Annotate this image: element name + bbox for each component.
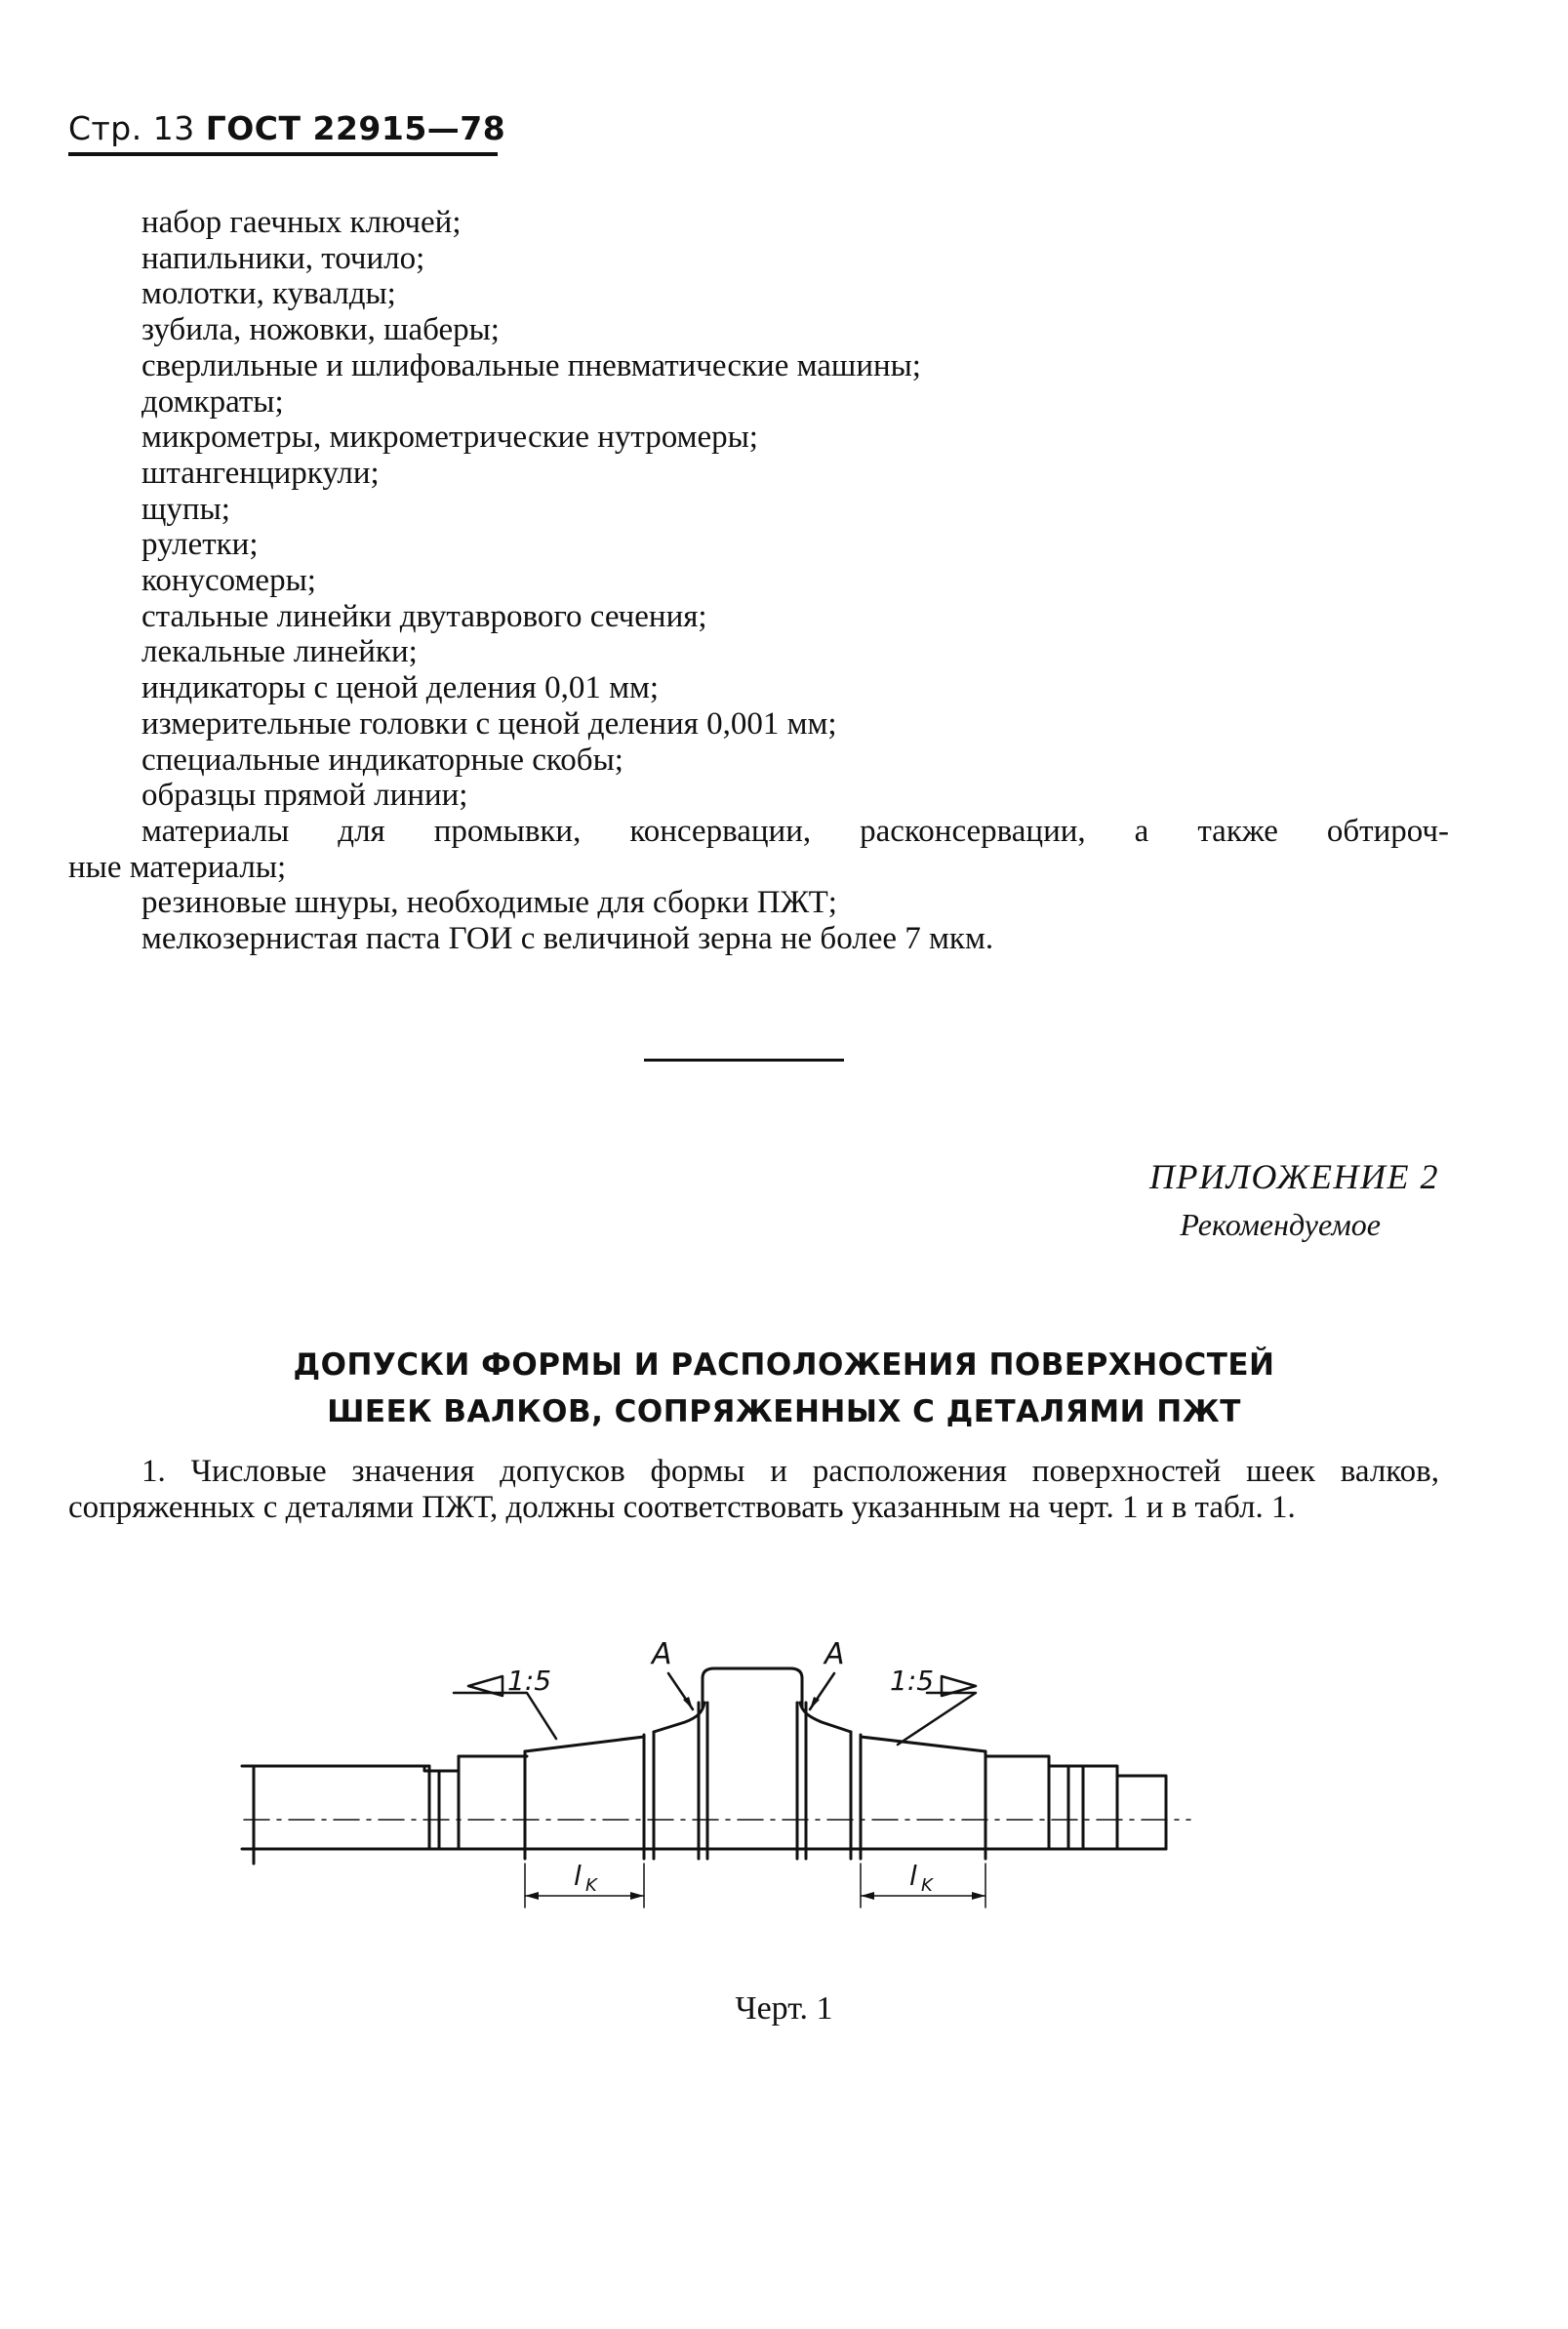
shaft-step bbox=[1049, 1766, 1068, 1849]
list-item-materials-continuation: ные материалы; bbox=[68, 849, 287, 885]
page-header bbox=[68, 109, 505, 147]
dim-label-left-sub: K bbox=[585, 1875, 597, 1896]
shaft-outline bbox=[439, 1756, 527, 1771]
list-item: образцы прямой линии; bbox=[141, 778, 468, 814]
appendix-title: ПРИЛОЖЕНИЕ 2 bbox=[1149, 1157, 1439, 1196]
taper-left bbox=[525, 1737, 644, 1751]
dim-label-right: l bbox=[909, 1860, 917, 1892]
dim-arrow bbox=[861, 1892, 874, 1900]
figure-caption: Черт. 1 bbox=[735, 1990, 833, 2027]
list-item: зубила, ножовки, шаберы; bbox=[141, 312, 500, 348]
body-paragraph: 1. Числовые значения допусков формы и расположения поверхностей шеек валков, сопряженных с деталями ПЖТ, должны соответствовать указанным на черт. 1 и в табл. 1. bbox=[68, 1454, 1439, 1525]
list-item: напильники, точило; bbox=[141, 240, 425, 276]
fillet-left bbox=[654, 1703, 704, 1732]
taper-ratio-right: 1:5 bbox=[890, 1665, 935, 1697]
shaft-step bbox=[1083, 1766, 1117, 1849]
list-item: сверлильные и шлифовальные пневматические машины; bbox=[141, 347, 921, 383]
taper-right bbox=[861, 1737, 985, 1751]
leader-taper-right bbox=[898, 1693, 976, 1745]
taper-ratio-left: 1:5 bbox=[507, 1665, 552, 1697]
fillet-right bbox=[800, 1703, 851, 1732]
dim-label-left: l bbox=[574, 1860, 582, 1892]
list-item: микрометры, микрометрические нутромеры; bbox=[141, 420, 758, 456]
dim-arrow bbox=[972, 1892, 985, 1900]
header-rule bbox=[68, 152, 498, 156]
list-item: измерительные головки с ценой деления 0,001 мм; bbox=[141, 705, 837, 742]
section-title-line: ДОПУСКИ ФОРМЫ И РАСПОЛОЖЕНИЯ ПОВЕРХНОСТЕЙ bbox=[293, 1347, 1275, 1383]
label-a-right: A bbox=[824, 1637, 845, 1671]
list-item: домкраты; bbox=[141, 383, 284, 420]
dim-label-right-sub: K bbox=[921, 1875, 933, 1896]
leader-taper-left bbox=[454, 1693, 556, 1739]
label-a-left: A bbox=[652, 1637, 672, 1671]
shaft-drawing bbox=[234, 1620, 1200, 1951]
list-item: специальные индикаторные скобы; bbox=[141, 742, 623, 778]
list-item: молотки, кувалды; bbox=[141, 276, 396, 312]
list-item: набор гаечных ключей; bbox=[141, 205, 462, 240]
list-item: мелкозернистая паста ГОИ с величиной зерна не более 7 мкм. bbox=[141, 921, 994, 957]
shaft-drawing-svg bbox=[234, 1620, 1200, 1951]
section-title-line: ШЕЕК ВАЛКОВ, СОПРЯЖЕННЫХ С ДЕТАЛЯМИ ПЖТ bbox=[327, 1394, 1241, 1429]
list-item: штангенциркули; bbox=[141, 455, 380, 491]
dim-arrow bbox=[525, 1892, 539, 1900]
list-item-materials: материалы для промывки, консервации, расконсервации, а также обтироч- bbox=[141, 813, 1449, 849]
standard-code: ГОСТ 22915—78 bbox=[205, 109, 506, 147]
shaft-step bbox=[1068, 1766, 1083, 1849]
list-item: индикаторы с ценой деления 0,01 мм; bbox=[141, 670, 660, 706]
section-title bbox=[0, 1342, 1568, 1435]
shaft-step bbox=[424, 1766, 439, 1849]
list-item: стальные линейки двутаврового сечения; bbox=[141, 598, 707, 634]
list-item: резиновые шнуры, необходимые для сборки ПЖТ; bbox=[141, 885, 837, 921]
collar-top bbox=[703, 1668, 802, 1678]
section-divider bbox=[644, 1059, 844, 1062]
dim-arrow bbox=[630, 1892, 644, 1900]
list-item: рулетки; bbox=[141, 527, 259, 563]
appendix-subtitle: Рекомендуемое bbox=[1180, 1207, 1381, 1242]
shaft-end-right bbox=[1117, 1776, 1166, 1849]
list-item: лекальные линейки; bbox=[141, 634, 418, 670]
tools-list bbox=[68, 205, 1449, 957]
shaft-step bbox=[985, 1756, 1049, 1849]
appendix-label bbox=[1149, 1156, 1439, 1243]
page-number: Стр. 13 bbox=[68, 109, 195, 147]
list-item: щупы; bbox=[141, 491, 230, 527]
list-item: конусомеры; bbox=[141, 563, 316, 599]
